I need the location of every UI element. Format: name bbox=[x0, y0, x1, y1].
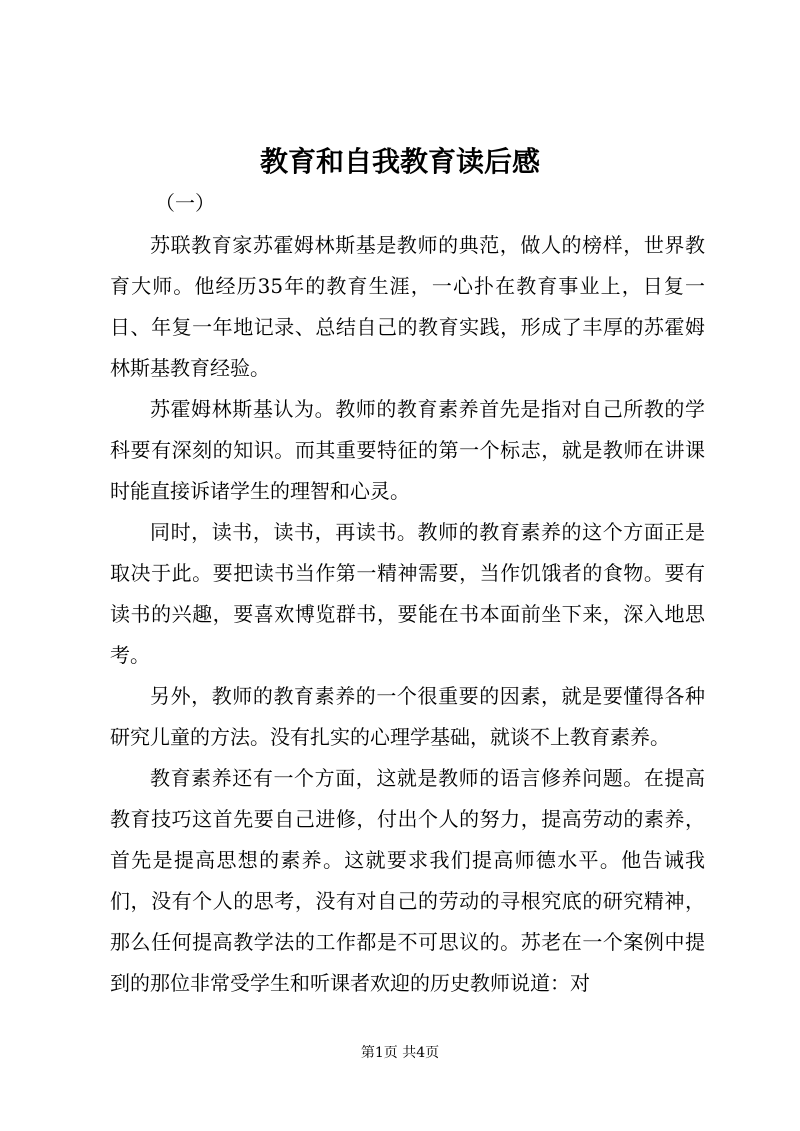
page-footer: 第1页 共4页 bbox=[360, 1045, 440, 1061]
document-title: 教育和自我教育读后感 bbox=[259, 145, 540, 178]
paragraph: 教育素养还有一个方面，这就是教师的语言修养问题。在提高教育技巧这首先要自己进修，付出个人的努力，提高劳动的素养，首先是提高思想的素养。这就要求我们提高师德水平。他告诫我们，没有个人的思考，没有对自己的劳动的寻根究底的研究精神，那么任何提高教学法的工作都是不可思议的。苏老在一个案例中提到的那位非常受学生和听课者欢迎的历史教师说道：对 bbox=[110, 766, 705, 995]
paragraph: 同时，读书，读书，再读书。教师的教育素养的这个方面正是取决于此。要把读书当作第一精神需要，当作饥饿者的食物。要有读书的兴趣，要喜欢博览群书，要能在书本面前坐下来，深入地思考。 bbox=[110, 520, 705, 667]
paragraph: 另外，教师的教育素养的一个很重要的因素，就是要懂得各种研究儿童的方法。没有扎实的心理学基础，就谈不上教育素养。 bbox=[110, 684, 705, 749]
document-body bbox=[110, 225, 705, 1004]
paragraph: 苏霍姆林斯基认为。教师的教育素养首先是指对自己所教的学科要有深刻的知识。而其重要特征的第一个标志，就是教师在讲课时能直接诉诸学生的理智和心灵。 bbox=[110, 397, 705, 503]
section-label: （一） bbox=[155, 191, 215, 215]
paragraph: 苏联教育家苏霍姆林斯基是教师的典范，做人的榜样，世界教育大师。他经历35年的教育生涯，一心扑在教育事业上，日复一日、年复一年地记录、总结自己的教育实践，形成了丰厚的苏霍姆林斯基教育经验。 bbox=[110, 233, 705, 380]
